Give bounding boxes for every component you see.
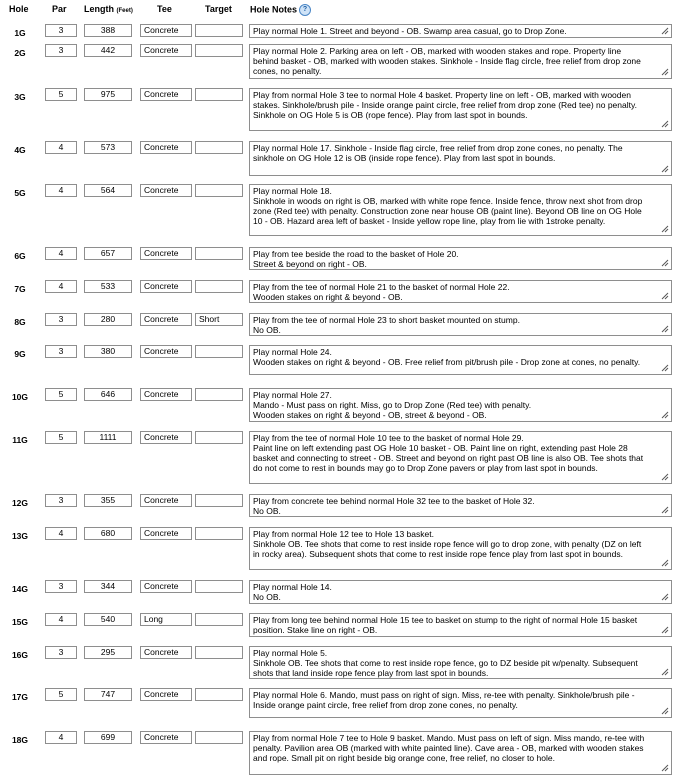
length-input[interactable]: 380 [84,345,132,358]
par-input[interactable]: 5 [45,431,77,444]
hole-row [0,345,682,375]
header-length [84,4,133,14]
hole-number: 11G [12,435,28,445]
length-input[interactable]: 646 [84,388,132,401]
target-input[interactable] [195,24,243,37]
hole-notes-text: Play normal Hole 1. Street and beyond - OB. Swamp area casual, go to Drop Zone. [253,26,567,36]
length-input[interactable]: 680 [84,527,132,540]
par-input[interactable]: 3 [45,24,77,37]
par-input[interactable]: 4 [45,731,77,744]
hole-notes-text: Play from long tee behind normal Hole 15 tee to basket on stump to the right of normal Hole 15 basket position. Stake line on right - OB. [253,615,638,635]
hole-notes-text: Play from normal Hole 3 tee to normal Hole 4 basket. Property line on left - OB, marked with wooden stakes. Sinkhole/brush pile - Inside orange paint circle, free relief from drop zone (Red tee) no penalty. Sinkhole on OG Hole 5 is OB (rope fence). Play from last spot in bounds. [253,90,637,120]
length-input[interactable]: 540 [84,613,132,626]
hole-row [0,688,682,718]
hole-notes-textarea[interactable] [249,527,672,570]
resize-grip-icon[interactable] [661,593,669,601]
hole-notes-textarea[interactable] [249,313,672,336]
tee-input[interactable]: Concrete [140,431,192,444]
hole-notes-text: Play from normal Hole 12 tee to Hole 13 basket. Sinkhole OB. Tee shots that come to rest inside rope fence will go to drop zone, with penalty (DZ on left in rocky area). Subsequent shots that come to rest inside rope fence play from last spot in bounds. [253,529,642,559]
target-input[interactable] [195,184,243,197]
tee-input[interactable]: Concrete [140,247,192,260]
hole-notes-textarea[interactable] [249,580,672,604]
length-input[interactable]: 295 [84,646,132,659]
help-icon[interactable]: ? [299,4,311,16]
hole-number: 8G [14,317,26,327]
hole-number: 3G [14,92,26,102]
par-input[interactable]: 5 [45,688,77,701]
hole-row [0,613,682,637]
header-length-unit: (Feet) [116,8,133,14]
tee-input[interactable]: Concrete [140,141,192,154]
hole-row [0,527,682,570]
hole-number: 9G [14,349,26,359]
length-input[interactable]: 657 [84,247,132,260]
hole-row [0,580,682,604]
tee-input[interactable]: Concrete [140,580,192,593]
target-input[interactable] [195,388,243,401]
tee-input[interactable]: Concrete [140,646,192,659]
length-input[interactable]: 1111 [84,431,132,444]
hole-row [0,88,682,131]
resize-grip-icon[interactable] [661,473,669,481]
tee-input[interactable]: Concrete [140,88,192,101]
par-input[interactable]: 4 [45,527,77,540]
hole-number: 18G [11,735,29,745]
tee-input[interactable]: Concrete [140,280,192,293]
hole-notes-text: Play normal Hole 27. Mando - Must pass on right. Miss, go to Drop Zone (Red tee) with penalty. Wooden stakes on right & beyond - OB, street & beyond - OB. [253,390,532,420]
target-input[interactable] [195,280,243,293]
length-input[interactable]: 442 [84,44,132,57]
target-input[interactable] [195,646,243,659]
hole-notes-textarea[interactable] [249,280,672,303]
hole-number: 14G [11,584,29,594]
resize-grip-icon[interactable] [661,225,669,233]
target-input[interactable] [195,494,243,507]
length-input[interactable]: 533 [84,280,132,293]
hole-notes-text: Play normal Hole 5. Sinkhole OB. Tee shots that come to rest inside rope fence, go to DZ beside pit w/penalty. Subsequent shots that land inside rope fence play from last spot in bounds. [253,648,638,678]
hole-notes-textarea[interactable] [249,247,672,270]
tee-input[interactable]: Concrete [140,44,192,57]
hole-row [0,24,682,38]
hole-notes-textarea[interactable] [249,613,672,637]
resize-grip-icon[interactable] [661,506,669,514]
hole-notes-text: Play from tee beside the road to the basket of Hole 20. Street & beyond on right - OB. [253,249,459,269]
par-input[interactable]: 3 [45,345,77,358]
hole-notes-text: Play from the tee of normal Hole 23 to short basket mounted on stump. No OB. [253,315,520,335]
length-input[interactable]: 344 [84,580,132,593]
hole-notes-textarea[interactable] [249,141,672,176]
par-input[interactable]: 4 [45,141,77,154]
length-input[interactable]: 355 [84,494,132,507]
hole-notes-text: Play from the tee of normal Hole 21 to the basket of normal Hole 22. Wooden stakes on right & beyond - OB. [253,282,510,302]
hole-notes-text: Play normal Hole 6. Mando, must pass on right of sign. Miss, re-tee with penalty. Sinkhole/brush pile - Inside orange paint circle, free relief from drop zone cones, no penalty. [253,690,635,710]
par-input[interactable]: 3 [45,580,77,593]
length-input[interactable]: 573 [84,141,132,154]
hole-number: 2G [14,48,26,58]
header-tee: Tee [157,4,172,14]
hole-notes-text: Play normal Hole 14. No OB. [253,582,332,602]
hole-number: 13G [11,531,29,541]
tee-input[interactable]: Concrete [140,24,192,37]
hole-notes-textarea[interactable] [249,688,672,718]
header-par: Par [52,4,67,14]
hole-notes-text: Play normal Hole 2. Parking area on left - OB, marked with wooden stakes and rope. Property line behind basket - OB, marked with wooden stakes. Sinkhole - Inside flag circle, free relief from drop zone cones, no penalty. [253,46,641,76]
resize-grip-icon[interactable] [661,411,669,419]
target-input[interactable] [195,345,243,358]
hole-number: 10G [11,392,29,402]
par-input[interactable]: 3 [45,494,77,507]
par-input[interactable]: 3 [45,313,77,326]
tee-input[interactable]: Concrete [140,494,192,507]
hole-row [0,494,682,517]
par-input[interactable]: 4 [45,613,77,626]
tee-input[interactable]: Concrete [140,345,192,358]
target-input[interactable] [195,88,243,101]
hole-notes-text: Play from normal Hole 7 tee to Hole 9 basket. Mando. Must pass on left of sign. Miss mando, re-tee with penalty. Pavilion area OB (marked with white painted line). Cave area - OB, marked with wooden stakes and rope. Small pit on right beside big orange cone, free relief, no closer to hole. [253,733,645,763]
resize-grip-icon[interactable] [661,364,669,372]
hole-row [0,731,682,775]
hole-notes-textarea[interactable] [249,44,672,79]
resize-grip-icon[interactable] [661,259,669,267]
tee-input[interactable]: Concrete [140,388,192,401]
hole-number: 17G [11,692,29,702]
hole-notes-text: Play normal Hole 24. Wooden stakes on right & beyond - OB. Free relief from pit/brush pile - Drop zone at cones, no penalty. [253,347,641,367]
hole-notes-textarea[interactable] [249,184,672,236]
resize-grip-icon[interactable] [661,626,669,634]
length-input[interactable]: 747 [84,688,132,701]
hole-notes-textarea[interactable] [249,431,672,484]
hole-number: 4G [14,145,26,155]
hole-row [0,184,682,236]
hole-notes-text: Play from concrete tee behind normal Hole 32 tee to the basket of Hole 32. No OB. [253,496,535,516]
hole-number: 6G [14,251,26,261]
tee-input[interactable]: Concrete [140,688,192,701]
header-target: Target [205,4,232,14]
length-input[interactable]: 699 [84,731,132,744]
resize-grip-icon[interactable] [661,325,669,333]
tee-input[interactable]: Concrete [140,313,192,326]
par-input[interactable]: 4 [45,280,77,293]
target-input[interactable] [195,44,243,57]
hole-row [0,44,682,79]
hole-notes-textarea[interactable] [249,388,672,422]
tee-input[interactable]: Long [140,613,192,626]
header-hole: Hole [9,4,29,14]
par-input[interactable]: 3 [45,44,77,57]
length-input[interactable]: 564 [84,184,132,197]
length-input[interactable]: 280 [84,313,132,326]
resize-grip-icon[interactable] [661,707,669,715]
target-input[interactable] [195,731,243,744]
resize-grip-icon[interactable] [661,27,669,35]
length-input[interactable]: 388 [84,24,132,37]
hole-notes-textarea[interactable] [249,646,672,679]
resize-grip-icon[interactable] [661,68,669,76]
target-input[interactable] [195,580,243,593]
par-input[interactable]: 5 [45,388,77,401]
header-length-label: Length [84,4,114,14]
target-input[interactable] [195,247,243,260]
resize-grip-icon[interactable] [661,559,669,567]
hole-notes-textarea[interactable] [249,345,672,375]
length-input[interactable]: 975 [84,88,132,101]
par-input[interactable]: 4 [45,184,77,197]
resize-grip-icon[interactable] [661,120,669,128]
hole-row [0,313,682,336]
target-input[interactable] [195,527,243,540]
hole-number: 1G [14,28,26,38]
resize-grip-icon[interactable] [661,292,669,300]
hole-row [0,431,682,484]
hole-notes-text: Play normal Hole 18. Sinkhole in woods on right is OB, marked with white rope fence. Inside fence, throw next shot from drop zone (Red tee) with penalty. Construction zone near house OB (paint line). Beyond OB line on OG Hole 10 - OB. Hazard area left of basket - Inside yellow rope line, play from lie with 1stroke penalty. [253,186,643,226]
hole-notes-textarea[interactable] [249,88,672,131]
hole-row [0,247,682,270]
par-input[interactable]: 3 [45,646,77,659]
hole-notes-text: Play normal Hole 17. Sinkhole - Inside flag circle, free relief from drop zone cones, no penalty. The sinkhole on OG Hole 12 is OB (inside rope fence). Play from last spot in bounds. [253,143,623,163]
target-input[interactable] [195,431,243,444]
hole-row [0,646,682,679]
hole-notes-textarea[interactable] [249,494,672,517]
tee-input[interactable]: Concrete [140,731,192,744]
resize-grip-icon[interactable] [661,764,669,772]
hole-row [0,280,682,303]
target-input[interactable]: Short [195,313,243,326]
par-input[interactable]: 5 [45,88,77,101]
hole-number: 5G [14,188,26,198]
resize-grip-icon[interactable] [661,165,669,173]
hole-number: 16G [11,650,29,660]
hole-notes-textarea[interactable] [249,24,672,38]
header-notes-label: Hole Notes [250,4,298,15]
target-input[interactable] [195,613,243,626]
resize-grip-icon[interactable] [661,668,669,676]
hole-notes-text: Play from the tee of normal Hole 10 tee to the basket of normal Hole 29. Paint line on left extending past OG Hole 10 basket - OB. Paint line on right, extending past Hole 28 basket and connecting to street - OB. Street and beyond on right past OB line is also OB. Tee shots that do not come to rest in bounds may go to Drop Zone pavers or play from last spot in bounds. [253,433,644,473]
hole-number: 12G [11,498,29,508]
target-input[interactable] [195,141,243,154]
hole-number: 7G [14,284,26,294]
tee-input[interactable]: Concrete [140,527,192,540]
hole-row [0,388,682,422]
hole-number: 15G [11,617,29,627]
header-notes [250,4,311,16]
tee-input[interactable]: Concrete [140,184,192,197]
hole-notes-textarea[interactable] [249,731,672,775]
hole-row [0,141,682,176]
target-input[interactable] [195,688,243,701]
par-input[interactable]: 4 [45,247,77,260]
